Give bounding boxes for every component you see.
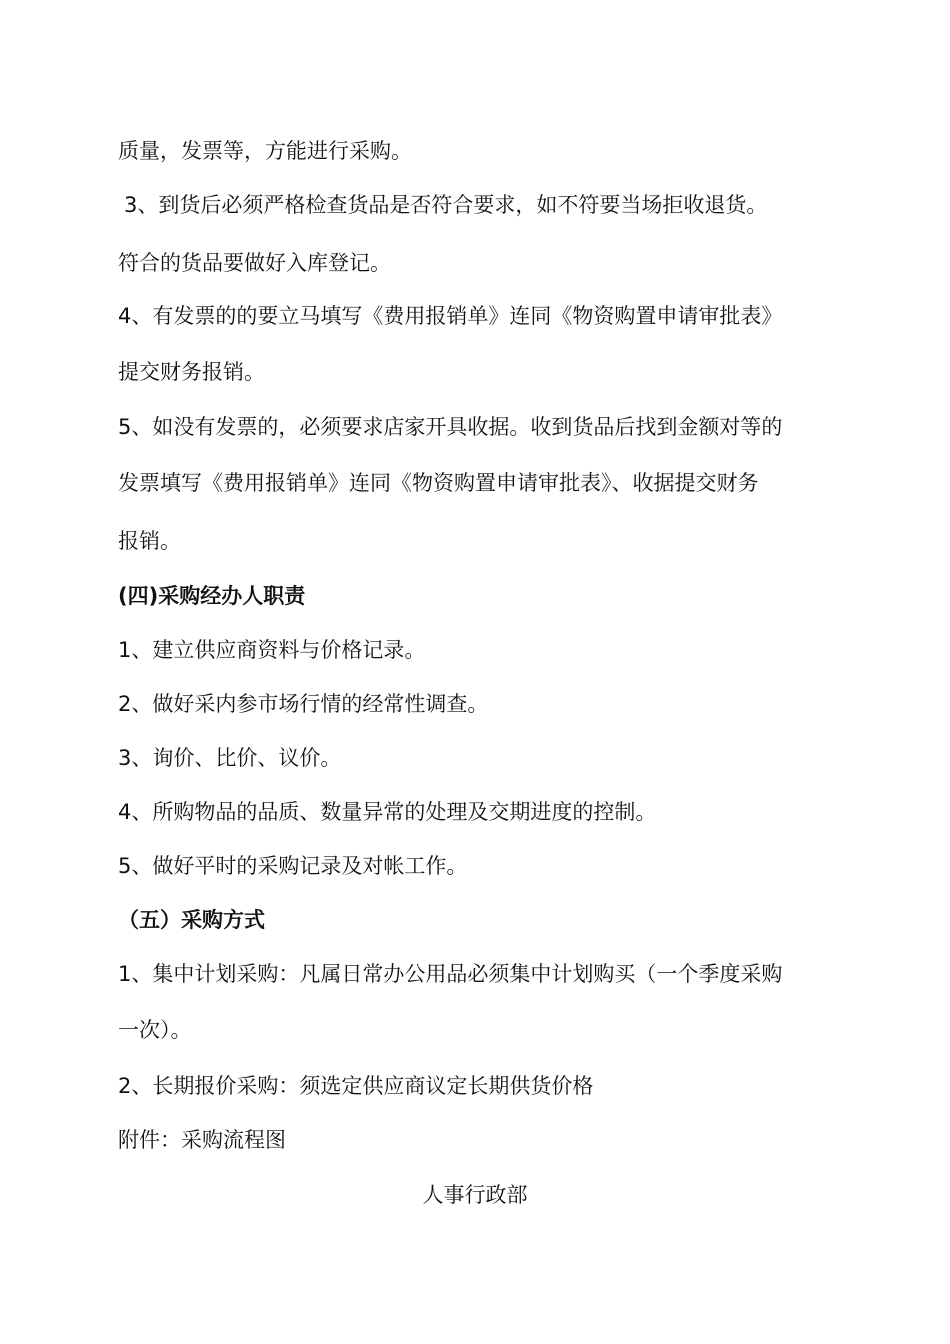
list-item: 2、长期报价采购：须选定供应商议定长期供货价格 bbox=[118, 1074, 594, 1098]
paragraph-line: 发票填写《费用报销单》连同《物资购置申请审批表》、收据提交财务 bbox=[118, 471, 759, 495]
list-item: 1、建立供应商资料与价格记录。 bbox=[118, 638, 426, 662]
paragraph-line: 质量，发票等，方能进行采购。 bbox=[118, 139, 412, 163]
section-heading: （五）采购方式 bbox=[118, 908, 265, 932]
list-item: 1、集中计划采购：凡属日常办公用品必须集中计划购买（一个季度采购 bbox=[118, 962, 783, 986]
signature-department: 人事行政部 bbox=[422, 1183, 528, 1207]
list-item: 5、做好平时的采购记录及对帐工作。 bbox=[118, 854, 468, 878]
list-item: 一次）。 bbox=[118, 1018, 192, 1042]
list-item: 2、做好采内参市场行情的经常性调查。 bbox=[118, 692, 489, 716]
paragraph-line: 报销。 bbox=[118, 529, 181, 553]
paragraph-line: 3、到货后必须严格检查货品是否符合要求，如不符要当场拒收退货。 bbox=[124, 193, 768, 217]
attachment-note: 附件：采购流程图 bbox=[118, 1128, 286, 1152]
paragraph-line: 4、有发票的的要立马填写《费用报销单》连同《物资购置申请审批表》 bbox=[118, 304, 783, 328]
paragraph-line: 提交财务报销。 bbox=[118, 360, 265, 384]
list-item: 3、询价、比价、议价。 bbox=[118, 746, 342, 770]
list-item: 4、所购物品的品质、数量异常的处理及交期进度的控制。 bbox=[118, 800, 657, 824]
paragraph-line: 符合的货品要做好入库登记。 bbox=[118, 251, 391, 275]
paragraph-line: 5、如没有发票的，必须要求店家开具收据。收到货品后找到金额对等的 bbox=[118, 415, 783, 439]
section-heading: (四)采购经办人职责 bbox=[118, 584, 306, 608]
